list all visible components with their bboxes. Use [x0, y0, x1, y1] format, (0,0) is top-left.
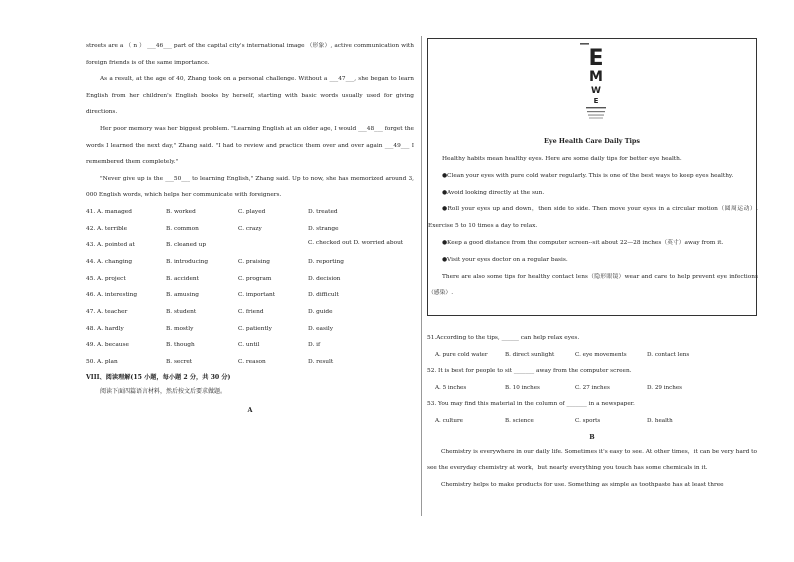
passage-label-b: B — [589, 432, 595, 441]
option-c: C. program — [238, 275, 272, 282]
option-a: 45. A. project — [86, 275, 126, 282]
option-a: 46. A. interesting — [86, 292, 138, 299]
eye-chart-image — [578, 43, 614, 119]
chart-row-5 — [586, 107, 606, 108]
option-c: C. played — [238, 208, 266, 215]
option-a: A. 5 inches — [435, 384, 467, 391]
option-a: 43. A. pointed at — [86, 242, 135, 249]
question-stem: 53. You may find this material in the column of _______ in a newspaper. — [427, 401, 635, 408]
tips-title: Eye Health Care Daily Tips — [544, 137, 640, 145]
passage-paragraph: Chemistry is everywhere in our daily life. Sometimes it's easy to see. At other times，it can be very hard to see the everyday chemistry at work，but nearly everything you touch has some chemicals in it. — [427, 448, 757, 472]
question-stem: 51.According to the tips, ______ can help relax eyes. — [427, 335, 580, 341]
option-d: D. if — [308, 342, 321, 349]
option-row — [86, 254, 414, 271]
option-row — [86, 354, 414, 371]
option-b: B. common — [166, 225, 199, 232]
tip-item: ●Avoid looking directly at the sun. — [442, 189, 545, 196]
option-b: B. mostly — [166, 325, 194, 332]
question-options — [427, 413, 757, 430]
tip-item: ●Clean your eyes with pure cold water regularly. This is one of the best ways to keep eyes healthy. — [442, 172, 734, 179]
tip-item: ●Keep a good distance from the computer screen--sit about 22—28 inches（英寸）away from it. — [442, 239, 724, 246]
option-b: B. secret — [166, 359, 193, 366]
option-a: 41. A. managed — [86, 208, 132, 215]
option-d: D. strange — [308, 225, 339, 232]
left-column — [86, 38, 414, 417]
option-b: B. science — [505, 417, 534, 424]
option-row — [86, 237, 414, 254]
option-b: B. worked — [166, 208, 196, 215]
option-c: C. sports — [575, 417, 601, 424]
passage-paragraph: As a result, at the age of 40, Zhang took on a personal challenge. Without a ___47___, she began to learn English from her children's English books by herself, starting with basic words usually used for giving directions. — [86, 76, 414, 116]
option-row — [86, 204, 414, 221]
option-b: B. student — [166, 309, 197, 316]
option-b: B. cleaned up — [166, 242, 207, 249]
option-d: D. reporting — [308, 259, 344, 266]
column-divider — [421, 36, 422, 516]
passage-paragraph: Chemistry helps to make products for use. Something as simple as toothpaste has at least three — [441, 481, 724, 488]
option-row — [86, 321, 414, 338]
option-b: B. though — [166, 342, 195, 349]
option-c: C. crazy — [238, 225, 262, 232]
option-a: 47. A. teacher — [86, 309, 128, 316]
option-c: C. patiently — [238, 325, 272, 332]
tips-intro: Healthy habits mean healthy eyes. Here are some daily tips for better eye health. — [442, 156, 682, 162]
option-a: A. culture — [435, 417, 463, 424]
passage-label-a: A — [247, 405, 253, 414]
option-d: D. health — [647, 417, 673, 424]
option-spacer — [238, 237, 308, 254]
option-d: D. decision — [308, 275, 341, 282]
option-b: B. introducing — [166, 259, 209, 266]
option-b: B. accident — [166, 275, 199, 282]
option-d: D. guide — [308, 309, 333, 316]
option-d: D. 29 inches — [647, 384, 683, 391]
option-a: 42. A. terrible — [86, 225, 128, 232]
eye-tips-box — [427, 38, 757, 316]
chart-row-2: M — [589, 69, 603, 85]
option-a: 44. A. changing — [86, 259, 133, 266]
section-heading: VIII、阅读理解(15 小题，每小题 2 分，共 30 分) — [86, 373, 231, 381]
cloze-options — [86, 204, 414, 371]
chart-row-8 — [589, 118, 603, 119]
option-c: C. 27 inches — [575, 384, 610, 391]
passage-paragraph: "Never give up is the ___50___ to learning English," Zhang said. Up to now, she has memorized around 3, 000 English words, which helps her communicate with foreigners. — [86, 175, 414, 199]
option-b: B. direct sunlight — [505, 351, 555, 358]
section-instructions: 阅读下面四篇语言材料，然后按文后要求做题。 — [100, 387, 227, 395]
option-c: C. praising — [238, 259, 270, 266]
option-d: D. contact lens — [647, 351, 690, 358]
chart-row-1: E — [588, 46, 604, 71]
option-d: D. easily — [308, 325, 333, 332]
question-options — [427, 380, 757, 397]
option-a: 49. A. because — [86, 342, 129, 349]
tips-body — [428, 151, 758, 302]
question-stem: 52. It is best for people to sit _______ away from the computer screen. — [427, 368, 632, 375]
option-row — [86, 287, 414, 304]
option-c: C. friend — [238, 309, 264, 316]
tip-item: ●Visit your eyes doctor on a regular basis. — [442, 256, 568, 263]
option-c: C. until — [238, 342, 260, 349]
option-d: D. difficult — [308, 292, 339, 299]
chart-header-mark — [580, 43, 589, 45]
option-d: D. treated — [308, 208, 338, 215]
option-row — [86, 221, 414, 238]
option-a: 50. A. plan — [86, 359, 118, 366]
chart-row-3: W — [591, 86, 601, 96]
passage-paragraph: streets are a （ n ） ___46___ part of the capital city's international image （形象）, active communication with foreign friends is of the same importance. — [86, 43, 414, 66]
option-b: B. 10 inches — [505, 384, 540, 391]
option-a: 48. A. hardly — [86, 325, 124, 332]
option-a: A. pure cold water — [435, 351, 488, 358]
option-c: C. reason — [238, 359, 266, 366]
option-c: C. important — [238, 292, 276, 299]
chart-row-7 — [588, 115, 604, 116]
chart-row-6 — [587, 111, 605, 112]
tip-item: ●Roll your eyes up and down，then side to side. Then move your eyes in a circular motion（圆周运动）. Exercise 5 to 10 times a day to relax. — [428, 206, 758, 230]
passage-paragraph: Her poor memory was her biggest problem. "Learning English at an older age, I would ___48___ forget the words I learned the next day," Zhang said. "I had to review and practice them over and over again ___49___ I remembered them completely." — [86, 125, 414, 166]
option-d: D. result — [308, 359, 334, 366]
option-c-d: C. checked out D. worried about — [308, 240, 404, 247]
right-column — [427, 38, 757, 493]
option-b: B. amusing — [166, 292, 199, 299]
tips-closing: There are also some tips for healthy contact lens（隐形眼镜）wear and care to help prevent eye infections（感染）. — [428, 273, 758, 297]
option-row — [86, 271, 414, 288]
question-options — [427, 347, 757, 364]
chart-row-4: E — [593, 97, 599, 105]
option-row — [86, 304, 414, 321]
option-row — [86, 337, 414, 354]
option-c: C. eye movements — [575, 351, 627, 358]
questions — [427, 330, 757, 493]
